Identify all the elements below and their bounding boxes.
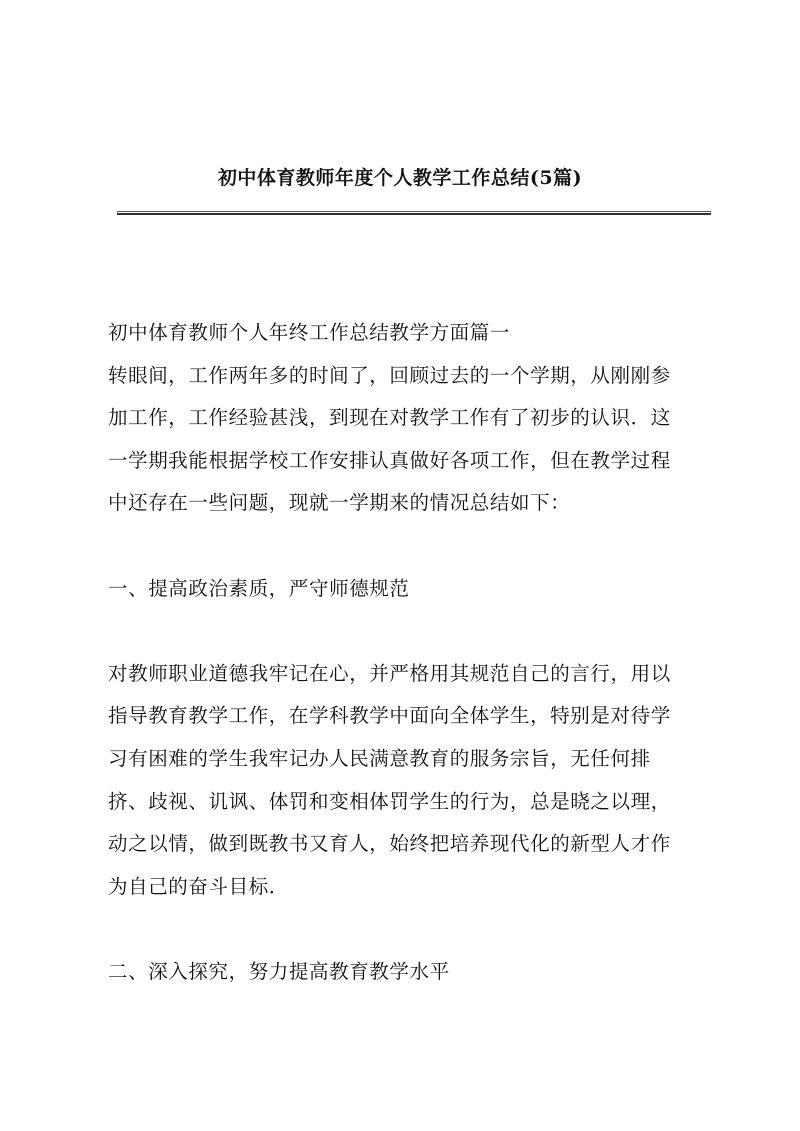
paragraph-line: 习有困难的学生我牢记办人民满意教育的服务宗旨，无任何排 (108, 746, 651, 770)
page-title: 初中体育教师年度个人教学工作总结(5篇) (217, 167, 583, 189)
paragraph-line: 加工作，工作经验甚浅，到现在对教学工作有了初步的认识．这 (108, 406, 671, 430)
paragraph-line: 对教师职业道德我牢记在心，并严格用其规范自己的言行，用以 (108, 661, 671, 685)
paragraph-line: 一学期我能根据学校工作安排认真做好各项工作，但在教学过程 (108, 448, 671, 472)
section-subtitle: 初中体育教师个人年终工作总结教学方面篇一 (108, 321, 511, 344)
section-heading: 二、深入探究，努力提高教育教学水平 (108, 959, 450, 983)
paragraph-line: 中还存在一些问题，现就一学期来的情况总结如下： (108, 491, 571, 515)
paragraph-spacer (108, 525, 720, 568)
document-body (108, 312, 720, 994)
paragraph-line: 指导教育教学工作，在学科教学中面向全体学生，特别是对待学 (108, 704, 671, 728)
section-heading: 一、提高政治素质，严守师德规范 (108, 576, 410, 600)
paragraph-spacer (108, 908, 720, 951)
title-divider (117, 211, 711, 215)
paragraph-line: 为自己的奋斗目标． (108, 874, 289, 898)
paragraph-line: 转眼间，工作两年多的时间了，回顾过去的一个学期，从刚刚参 (108, 363, 671, 387)
paragraph-line: 挤、歧视、讥讽、体罚和变相体罚学生的行为，总是晓之以理， (108, 789, 671, 813)
paragraph-spacer (108, 610, 720, 653)
paragraph-line: 动之以情，做到既教书又育人，始终把培养现代化的新型人才作 (108, 832, 671, 856)
